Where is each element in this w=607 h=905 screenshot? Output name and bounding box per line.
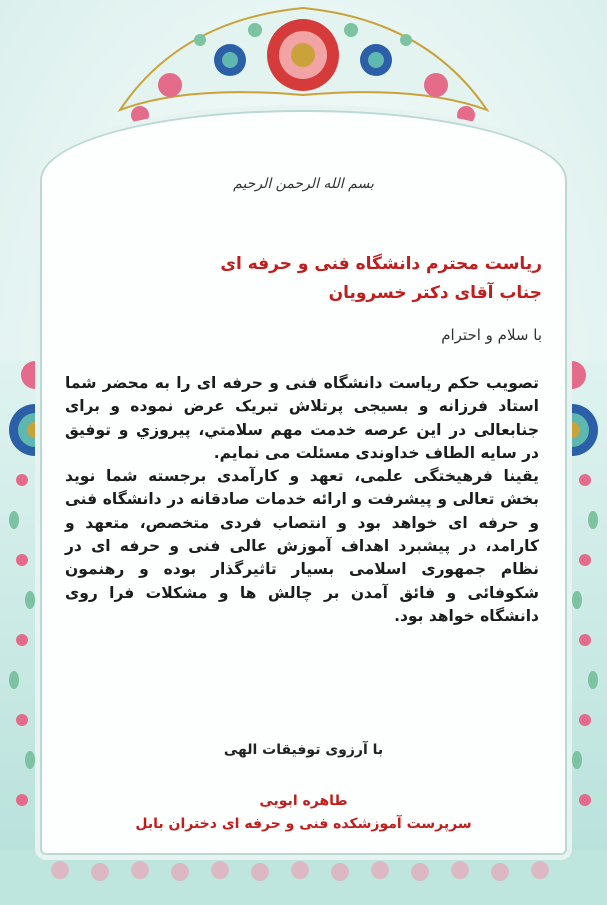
- bismillah: بسم الله الرحمن الرحيم: [233, 176, 374, 192]
- recipient-name: جناب آقای دکتر خسرویان: [328, 283, 542, 303]
- recipient-title: ریاست محترم دانشگاه فنی و حرفه ای: [220, 254, 542, 274]
- closing-wish: با آرزوی توفیقات الهی: [223, 742, 384, 758]
- paragraph-1: تصویب حکم ریاست دانشگاه فنی و حرفه ای را به محضر شما استاد فرزانه و بسیجی پرتلاش تبریک عرض نموده و برای جنابعالی در این عرصه خدمت مهم سلامتي، پیروزي و توفیق در سایه الطاف خداوندی مسئلت می نمایم.: [65, 374, 539, 462]
- signer-name: طاهره ابویی: [259, 793, 348, 809]
- paragraph-2: یقینا فرهیختگی علمی، تعهد و کارآمدی برجسته شما نوید بخش تعالی و پیشرفت و ارائه خدمات صادقانه در دانشگاه فنی و حرفه ای خواهد بود و انتصاب فردی متخصص، متعهد و کارامد، در پیشبرد اهداف آموزش عالی فنی و حرفه ای در نظام جمهوری اسلامی بسیار تاثیرگذار بوده و رهنمون شکوفائی و فائق آمدن بر چالش ها و مشکلات فرا روی دانشگاه خواهد بود.: [65, 467, 539, 625]
- signer-title: سرپرست آموزشکده فنی و حرفه ای دختران بابل: [135, 816, 472, 832]
- letter-body: [65, 372, 539, 628]
- greeting: با سلام و احترام: [441, 326, 542, 344]
